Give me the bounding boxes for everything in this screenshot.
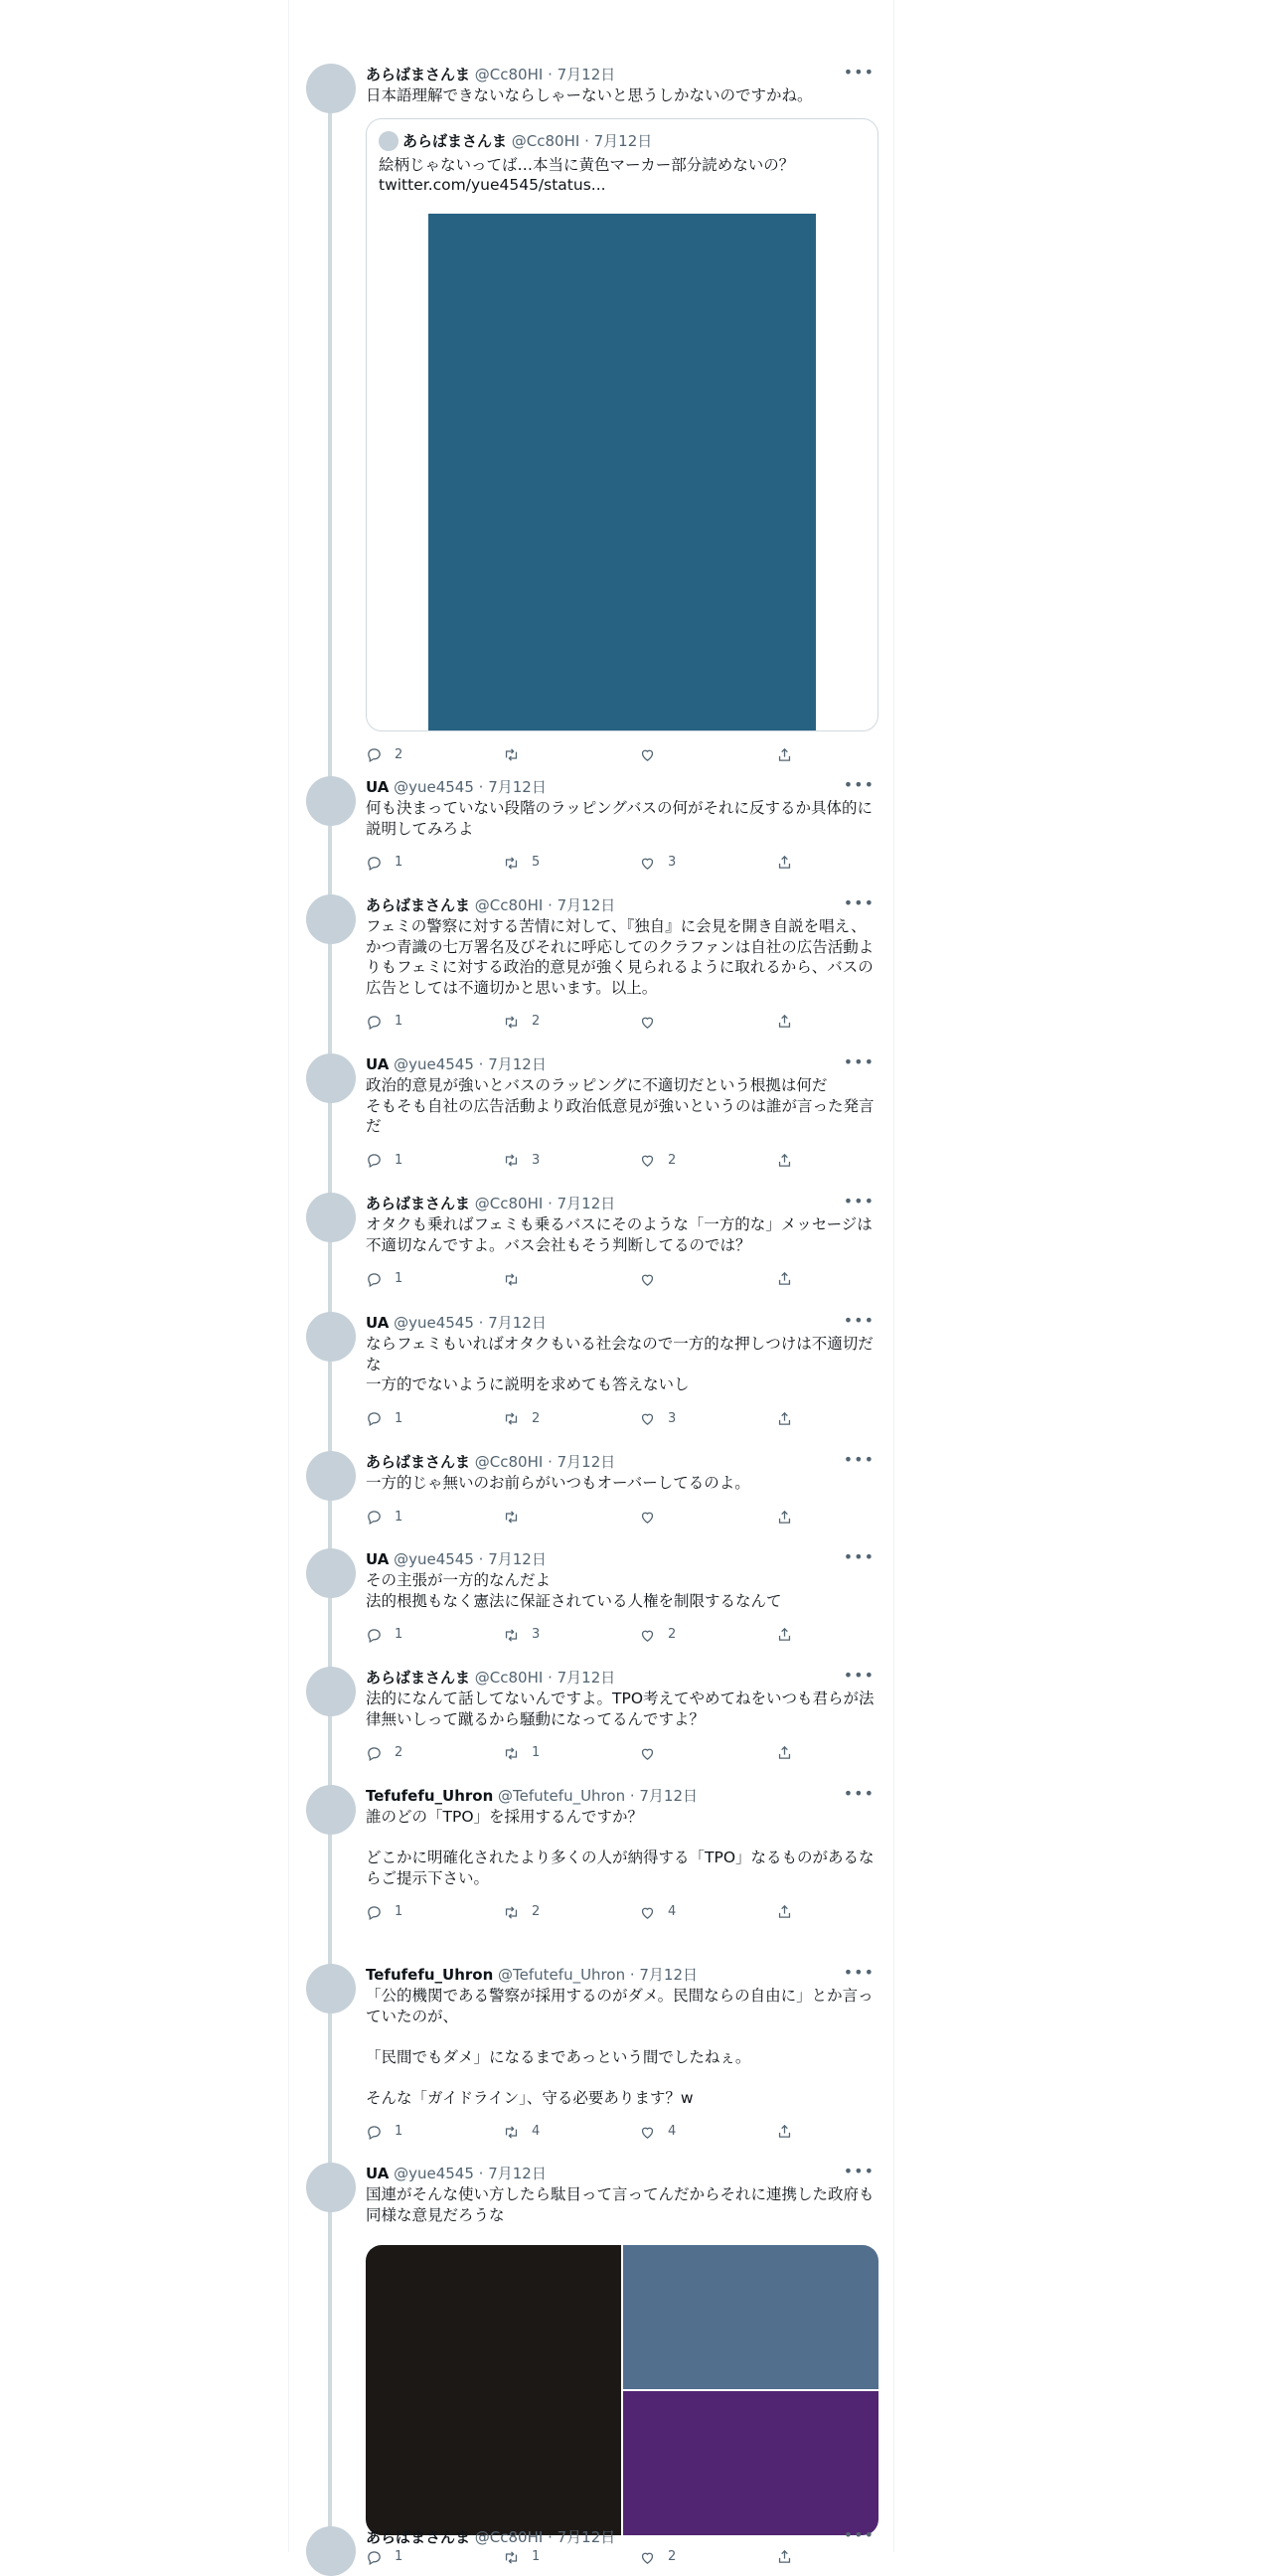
- reply-count: 1: [395, 1271, 403, 1286]
- reply-icon: [366, 1509, 383, 1526]
- tweet-body: [366, 776, 878, 875]
- tweet-header: [366, 776, 878, 798]
- reply-icon: [366, 746, 383, 763]
- retweet-icon: [503, 1745, 520, 1762]
- retweet-icon: [503, 2124, 520, 2141]
- retweet-count: 2: [532, 1904, 541, 1919]
- retweet-button[interactable]: [503, 1623, 540, 1647]
- more-horizontal-icon[interactable]: •••: [843, 1192, 875, 1210]
- tweet-actions: [366, 851, 878, 875]
- more-horizontal-icon[interactable]: •••: [843, 1666, 875, 1685]
- like-icon: [639, 1152, 656, 1169]
- reply-icon: [366, 1410, 383, 1427]
- like-count: 4: [668, 1904, 677, 1919]
- reply-button[interactable]: [366, 1267, 402, 1291]
- like-button[interactable]: [639, 851, 676, 875]
- tweet-header: [366, 1312, 878, 1334]
- retweet-button[interactable]: [503, 1407, 540, 1431]
- share-button[interactable]: [776, 2545, 793, 2569]
- like-icon: [639, 1509, 656, 1526]
- tweet-header: [366, 1451, 878, 1473]
- reply-icon: [366, 855, 383, 872]
- like-icon: [639, 855, 656, 872]
- tweet-actions: [366, 2120, 878, 2144]
- reply-icon: [366, 1904, 383, 1921]
- tweet-body: [366, 1193, 878, 1291]
- reply-icon: [366, 2549, 383, 2566]
- more-horizontal-icon[interactable]: •••: [843, 775, 875, 794]
- share-icon: [776, 2123, 793, 2140]
- tweet-actions: [366, 1506, 878, 1530]
- reply-count: 1: [395, 1627, 403, 1642]
- share-button[interactable]: [776, 1149, 793, 1173]
- more-horizontal-icon[interactable]: •••: [843, 1963, 875, 1982]
- reply-count: 1: [395, 2549, 403, 2564]
- like-button[interactable]: [639, 1741, 668, 1765]
- reply-button[interactable]: [366, 1623, 402, 1647]
- share-icon: [776, 1013, 793, 1030]
- like-icon: [639, 1745, 656, 1762]
- retweet-icon: [503, 2549, 520, 2566]
- tweet-actions: [366, 743, 878, 767]
- avatar[interactable]: [306, 1548, 356, 1598]
- like-button[interactable]: [639, 1149, 676, 1173]
- reply-button[interactable]: [366, 1741, 402, 1765]
- quote-author-meta: @Cc80HI · 7月12日: [511, 131, 653, 150]
- like-button[interactable]: [639, 743, 668, 767]
- author-meta[interactable]: @Cc80HI · 7月12日: [474, 66, 616, 83]
- more-horizontal-icon[interactable]: •••: [843, 1311, 875, 1330]
- reply-icon: [366, 1271, 383, 1288]
- like-icon: [639, 1627, 656, 1644]
- tweet-text: ならフェミもいればオタクもいる社会なので一方的な押しつけは不適切だ な 一方的でないように説明を求めても答えないし: [366, 1335, 874, 1393]
- like-icon: [639, 746, 656, 763]
- share-button[interactable]: [776, 743, 793, 767]
- like-icon: [639, 1410, 656, 1427]
- retweet-icon: [503, 1627, 520, 1644]
- reply-icon: [366, 1014, 383, 1031]
- retweet-button[interactable]: [503, 743, 532, 767]
- more-horizontal-icon[interactable]: •••: [843, 2162, 875, 2180]
- retweet-button[interactable]: [503, 2120, 540, 2144]
- retweet-icon: [503, 1014, 520, 1031]
- author-meta[interactable]: @Cc80HI · 7月12日: [474, 1669, 616, 1687]
- retweet-count: 2: [532, 1014, 541, 1029]
- author-name[interactable]: UA: [366, 2165, 390, 2182]
- more-horizontal-icon[interactable]: •••: [843, 63, 875, 81]
- retweet-count: 2: [532, 1410, 541, 1426]
- tweet-header: [366, 1964, 878, 1986]
- tweet-actions: [366, 1149, 878, 1173]
- like-button[interactable]: [639, 2120, 676, 2144]
- tweet-text: オタクも乗ればフェミも乗るバスにそのような「一方的な」メッセージは 不適切なんですよ。バス会社もそう判断してるのでは？: [366, 1215, 873, 1254]
- like-button[interactable]: [639, 1900, 676, 1924]
- reply-button[interactable]: [366, 2120, 402, 2144]
- tweet-text: 「公的機関である警察が採用するのがダメ。民間ならの自由に」とか言っ ていたのが、 「民間でもダメ」になるまであっという間でしたねぇ。 そんな「ガイドライン」、守る必要あります？w: [366, 1987, 874, 2107]
- author-name[interactable]: あらばまさんま: [366, 66, 471, 83]
- reply-button[interactable]: [366, 2545, 402, 2569]
- reply-count: 1: [395, 2124, 403, 2139]
- like-icon: [639, 2124, 656, 2141]
- reply-icon: [366, 1745, 383, 1762]
- author-name[interactable]: UA: [366, 778, 390, 796]
- share-button[interactable]: [776, 1267, 793, 1291]
- avatar[interactable]: [306, 1193, 356, 1242]
- share-icon: [776, 1903, 793, 1920]
- more-horizontal-icon[interactable]: •••: [843, 1450, 875, 1469]
- tweet-body: [366, 1451, 878, 1530]
- author-name[interactable]: Tefufefu_Uhron: [366, 1966, 494, 1984]
- like-button[interactable]: [639, 2545, 676, 2569]
- avatar[interactable]: [306, 894, 356, 944]
- reply-count: 1: [395, 1904, 403, 1919]
- reply-count: 2: [395, 1745, 403, 1760]
- tweet-header: [366, 1053, 878, 1075]
- media-image[interactable]: [623, 2391, 878, 2535]
- reply-button[interactable]: [366, 1407, 402, 1431]
- avatar[interactable]: [306, 1667, 356, 1716]
- author-name[interactable]: あらばまさんま: [366, 896, 471, 914]
- retweet-count: 4: [532, 2124, 541, 2139]
- avatar[interactable]: [306, 776, 356, 826]
- retweet-button[interactable]: [503, 1010, 540, 1034]
- author-name[interactable]: あらばまさんま: [366, 1453, 471, 1471]
- retweet-icon: [503, 855, 520, 872]
- tweet-header: [366, 64, 878, 85]
- tweet-text: 日本語理解できないならしゃーないと思うしかないのですかね。: [366, 86, 813, 104]
- tweet-actions: [366, 1407, 878, 1431]
- share-icon: [776, 1270, 793, 1287]
- avatar[interactable]: [306, 1964, 356, 2013]
- share-button[interactable]: [776, 2120, 793, 2144]
- reply-count: 1: [395, 1014, 403, 1029]
- quote-header: [379, 131, 652, 151]
- author-meta[interactable]: @yue4545 · 7月12日: [394, 1550, 547, 1568]
- author-name[interactable]: UA: [366, 1314, 390, 1332]
- tweet-text: 法的になんて話してないんですよ。TPO考えてやめてねをいつも君らが法 律無いしって蹴るから騒動になってるんですよ？: [366, 1690, 875, 1728]
- retweet-button[interactable]: [503, 1506, 532, 1530]
- author-name[interactable]: UA: [366, 1550, 390, 1568]
- quote-avatar: [379, 131, 399, 151]
- like-button[interactable]: [639, 1267, 668, 1291]
- tweet-body: [366, 2526, 878, 2548]
- like-icon: [639, 1904, 656, 1921]
- author-meta[interactable]: @yue4545 · 7月12日: [394, 2165, 547, 2182]
- retweet-icon: [503, 1271, 520, 1288]
- retweet-button[interactable]: [503, 1149, 540, 1173]
- reply-button[interactable]: [366, 743, 402, 767]
- like-icon: [639, 1014, 656, 1031]
- avatar[interactable]: [306, 1785, 356, 1835]
- author-meta[interactable]: @Cc80HI · 7月12日: [474, 1453, 616, 1471]
- like-count: 4: [668, 2124, 677, 2139]
- media-image[interactable]: [623, 2245, 878, 2389]
- tweet-header: [366, 2163, 878, 2184]
- more-horizontal-icon[interactable]: •••: [843, 1052, 875, 1071]
- more-horizontal-icon[interactable]: •••: [843, 893, 875, 912]
- retweet-count: 3: [532, 1152, 541, 1168]
- avatar[interactable]: [306, 2163, 356, 2212]
- tweet-actions: [366, 1900, 878, 1924]
- quote-author-name: あらばまさんま: [402, 131, 508, 150]
- more-horizontal-icon[interactable]: •••: [843, 2525, 875, 2544]
- more-horizontal-icon[interactable]: •••: [843, 1547, 875, 1566]
- share-icon: [776, 2548, 793, 2565]
- tweet-text: 政治的意見が強いとバスのラッピングに不適切だという根拠は何だ そもそも自社の広告活動より政治低意見が強いというのは誰が言った発言 だ: [366, 1076, 875, 1135]
- like-button[interactable]: [639, 1010, 668, 1034]
- retweet-button[interactable]: [503, 1741, 540, 1765]
- tweet-body: [366, 2163, 878, 2569]
- retweet-icon: [503, 746, 520, 763]
- reply-icon: [366, 1152, 383, 1169]
- share-button[interactable]: [776, 1741, 793, 1765]
- reply-icon: [366, 2124, 383, 2141]
- share-icon: [776, 1152, 793, 1169]
- retweet-count: 3: [532, 1627, 541, 1642]
- reply-button[interactable]: [366, 1900, 402, 1924]
- avatar[interactable]: [306, 1451, 356, 1501]
- tweet-actions: [366, 1010, 878, 1034]
- reply-button[interactable]: [366, 1506, 402, 1530]
- retweet-icon: [503, 1152, 520, 1169]
- tweet-text: 一方的じゃ無いのお前らがいつもオーバーしてるのよ。: [366, 1474, 750, 1492]
- share-button[interactable]: [776, 851, 793, 875]
- retweet-button[interactable]: [503, 2545, 540, 2569]
- author-meta[interactable]: @Cc80HI · 7月12日: [474, 896, 616, 914]
- share-icon: [776, 854, 793, 871]
- tweet-text: 国連がそんな使い方したら駄目って言ってんだからそれに連携した政府も 同様な意見だろうな: [366, 2185, 875, 2224]
- reply-count: 1: [395, 855, 403, 870]
- media-image[interactable]: [366, 2245, 621, 2535]
- tweet-header: [366, 1193, 878, 1214]
- tweet-body: [366, 1964, 878, 2144]
- reply-button[interactable]: [366, 1010, 402, 1034]
- share-icon: [776, 1744, 793, 1761]
- reply-count: 1: [395, 1509, 403, 1525]
- author-name[interactable]: Tefufefu_Uhron: [366, 1787, 494, 1805]
- retweet-icon: [503, 1410, 520, 1427]
- avatar[interactable]: [306, 1053, 356, 1103]
- retweet-icon: [503, 1509, 520, 1526]
- avatar[interactable]: [306, 2526, 356, 2576]
- like-count: 3: [668, 855, 677, 870]
- tweet-actions: [366, 1741, 878, 1765]
- share-button[interactable]: [776, 1407, 793, 1431]
- tweet-actions: [366, 1267, 878, 1291]
- tweet-header: [366, 1548, 878, 1570]
- avatar[interactable]: [306, 64, 356, 113]
- author-name[interactable]: あらばまさんま: [366, 1195, 471, 1212]
- retweet-icon: [503, 1904, 520, 1921]
- tweet-body: [366, 1548, 878, 1647]
- share-button[interactable]: [776, 1506, 793, 1530]
- retweet-button[interactable]: [503, 1267, 532, 1291]
- tweet-header: [366, 894, 878, 916]
- retweet-count: 1: [532, 1745, 541, 1760]
- tweet-body: [366, 1785, 878, 1924]
- tweet-header: [366, 2526, 878, 2548]
- reply-icon: [366, 1627, 383, 1644]
- tweet-text: その主張が一方的なんだよ 法的根拠もなく憲法に保証されている人権を制限するなんて: [366, 1571, 782, 1610]
- like-count: 2: [668, 2549, 677, 2564]
- like-button[interactable]: [639, 1506, 668, 1530]
- author-name[interactable]: あらばまさんま: [366, 1669, 471, 1687]
- tweet-text: フェミの警察に対する苦情に対して、『独自』に会見を開き自説を唱え、 かつ青識の七万署名及びそれに呼応してのクラファンは自社の広告活動よ りもフェミに対する政治的意見が強く見られるように取れるから、バスの 広告としては不適切かと思います。以上。: [366, 917, 875, 997]
- tweet-actions: [366, 1623, 878, 1647]
- author-meta[interactable]: @yue4545 · 7月12日: [394, 1055, 547, 1073]
- more-horizontal-icon[interactable]: •••: [843, 1784, 875, 1803]
- like-icon: [639, 2549, 656, 2566]
- tweet-body: [366, 894, 878, 1034]
- tweet-header: [366, 1785, 878, 1807]
- share-icon: [776, 1410, 793, 1427]
- tweet-text: 何も決まっていない段階のラッピングバスの何がそれに反するか具体的に 説明してみろよ: [366, 799, 873, 838]
- author-name[interactable]: あらばまさんま: [366, 2528, 471, 2546]
- share-button[interactable]: [776, 1010, 793, 1034]
- reply-button[interactable]: [366, 1149, 402, 1173]
- share-icon: [776, 1626, 793, 1643]
- like-button[interactable]: [639, 1623, 676, 1647]
- share-icon: [776, 1509, 793, 1526]
- reply-button[interactable]: [366, 851, 402, 875]
- author-meta[interactable]: @yue4545 · 7月12日: [394, 778, 547, 796]
- tweet-actions: [366, 2545, 878, 2569]
- media-gallery: [366, 2245, 878, 2535]
- tweet-body: [366, 1053, 878, 1173]
- author-meta[interactable]: @Cc80HI · 7月12日: [474, 2528, 616, 2546]
- tweet-body: [366, 1312, 878, 1431]
- like-icon: [639, 1271, 656, 1288]
- tweet-text: 誰のどの「TPO」を採用するんですか？ どこかに明確化されたより多くの人が納得する「TPO」なるものがあるな らご提示下さい。: [366, 1808, 875, 1887]
- reply-count: 2: [395, 746, 403, 762]
- retweet-count: 5: [532, 855, 541, 870]
- reply-count: 1: [395, 1152, 403, 1168]
- avatar[interactable]: [306, 1312, 356, 1362]
- tweet-header: [366, 1667, 878, 1689]
- reply-count: 1: [395, 1410, 403, 1426]
- share-icon: [776, 746, 793, 763]
- share-button[interactable]: [776, 1623, 793, 1647]
- retweet-button[interactable]: [503, 851, 540, 875]
- quote-text: 絵柄じゃないってば…本当に黄色マーカー部分読めないの？ twitter.com/yue4545/status...: [379, 155, 795, 194]
- author-meta[interactable]: @Tefutefu_Uhron · 7月12日: [498, 1787, 699, 1805]
- author-meta[interactable]: @Tefutefu_Uhron · 7月12日: [498, 1966, 699, 1984]
- like-count: 2: [668, 1152, 677, 1168]
- quote-image[interactable]: [428, 214, 816, 731]
- share-button[interactable]: [776, 1900, 793, 1924]
- like-count: 2: [668, 1627, 677, 1642]
- retweet-button[interactable]: [503, 1900, 540, 1924]
- quoted-tweet[interactable]: [366, 118, 878, 731]
- author-meta[interactable]: @yue4545 · 7月12日: [394, 1314, 547, 1332]
- author-meta[interactable]: @Cc80HI · 7月12日: [474, 1195, 616, 1212]
- author-name[interactable]: UA: [366, 1055, 390, 1073]
- like-count: 3: [668, 1410, 677, 1426]
- tweet-body: [366, 64, 878, 767]
- tweet-body: [366, 1667, 878, 1765]
- retweet-count: 1: [532, 2549, 541, 2564]
- like-button[interactable]: [639, 1407, 676, 1431]
